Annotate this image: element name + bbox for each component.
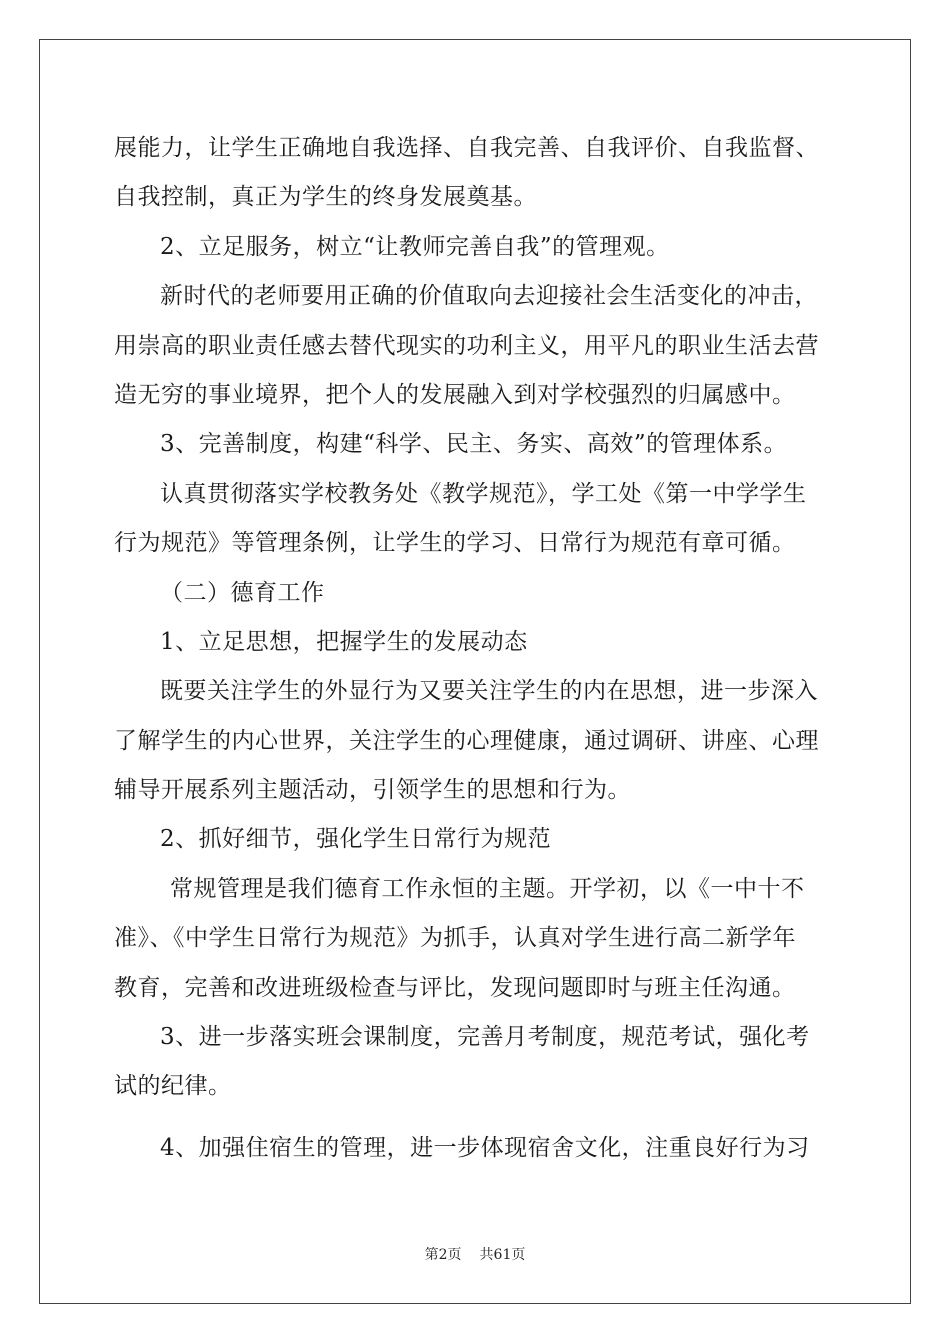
page-number: 第2页 <box>424 1247 462 1263</box>
paragraph-line: 行为规范》等管理条例，让学生的学习、日常行为规范有章可循。 <box>114 530 796 557</box>
paragraph-line: 4、加强住宿生的管理，进一步体现宿舍文化，注重良好行为习 <box>160 1134 810 1161</box>
paragraph-line: 用崇高的职业责任感去替代现实的功利主义，用平凡的职业生活去营 <box>114 332 819 359</box>
document-body <box>114 124 836 1173</box>
paragraph-line: 认真贯彻落实学校教务处《教学规范》，学工处《第一中学学生 <box>160 480 807 507</box>
section-heading: 2、立足服务，树立“让教师完善自我”的管理观。 <box>160 233 670 260</box>
page-footer <box>0 1244 950 1264</box>
section-heading: 1、立足思想，把握学生的发展动态 <box>160 628 528 655</box>
paragraph-line: 展能力，让学生正确地自我选择、自我完善、自我评价、自我监督、 <box>114 135 819 161</box>
paragraph-line: 了解学生的内心世界，关注学生的心理健康，通过调研、讲座、心理 <box>114 727 819 754</box>
paragraph-line: 既要关注学生的外显行为又要关注学生的内在思想，进一步深入 <box>160 678 818 705</box>
paragraph-line: 新时代的老师要用正确的价值取向去迎接社会生活变化的冲击， <box>160 283 818 310</box>
section-heading: 3、完善制度，构建“科学、民主、务实、高效”的管理体系。 <box>160 431 788 458</box>
paragraph-line: 造无穷的事业境界，把个人的发展融入到对学校强烈的归属感中。 <box>114 381 796 408</box>
paragraph-line: 辅导开展系列主题活动，引领学生的思想和行为。 <box>114 777 631 804</box>
chapter-heading: （二）德育工作 <box>160 579 325 606</box>
paragraph-line: 常规管理是我们德育工作永恒的主题。开学初，以《一中十不 <box>170 875 805 902</box>
paragraph-line: 教育，完善和改进班级检查与评比，发现问题即时与班主任沟通。 <box>114 974 796 1001</box>
paragraph-line: 3、进一步落实班会课制度，完善月考制度，规范考试，强化考 <box>160 1024 810 1051</box>
paragraph-line: 自我控制，真正为学生的终身发展奠基。 <box>114 184 537 211</box>
paragraph-line: 准》、《中学生日常行为规范》为抓手，认真对学生进行高二新学年 <box>114 925 796 952</box>
page-total: 共61页 <box>479 1247 526 1263</box>
section-heading: 2、抓好细节，强化学生日常行为规范 <box>160 826 552 853</box>
paragraph-line: 试的纪律。 <box>114 1073 232 1100</box>
